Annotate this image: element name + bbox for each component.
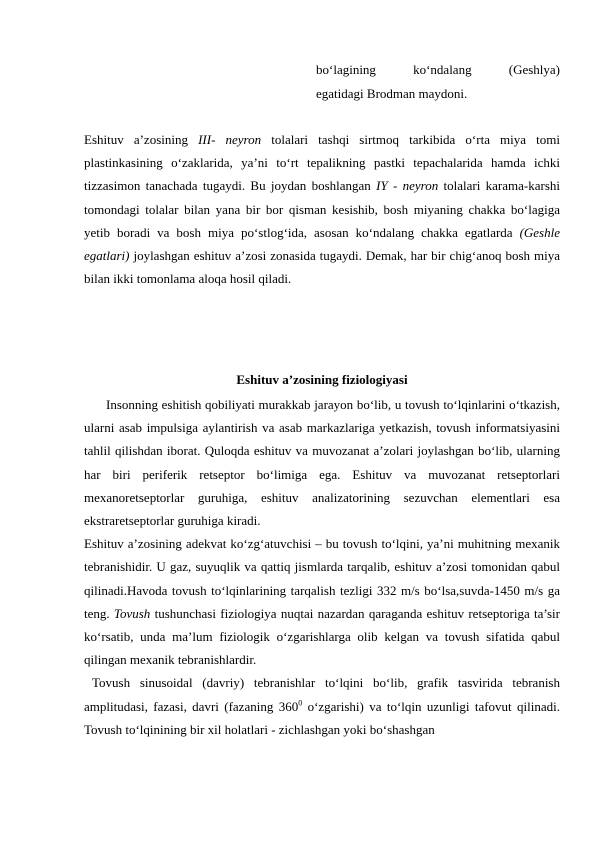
caption-word: ko‘ndalang — [413, 62, 472, 77]
paragraph-sound-wave — [84, 671, 560, 741]
text-run: joylashgan eshituv a’zosi zonasida tugaydi. Demak, har bir chig‘anoq bosh miya bilan ikki tomonlama aloqa hosil qiladi. — [84, 248, 560, 287]
caption-line-1 — [316, 58, 560, 82]
caption-word: bo‘lagining — [316, 62, 376, 77]
caption-word: (Geshlya) — [508, 62, 560, 77]
paragraph-adequate-stimulus — [84, 532, 560, 671]
text-run: o‘zgarishi) va to‘lqin uzunligi tafovut qilinadi. Tovush to‘lqinining bir xil holatlari - zichlashgan yoki bo‘shashgan — [84, 698, 560, 737]
text-run: tushunchasi fiziologiya nuqtai nazardan qaraganda eshituv retseptoriga ta’sir ko‘rsatib, unda ma’lum fiziologik o‘zgarishlarga olib kelgan va tovush sifatida qabul qilingan mexanik tebranishlardir. — [84, 605, 560, 668]
text-run: Eshituv a’zosining adekvat ko‘zg‘atuvchisi – bu tovush to‘lqini, ya’ni muhitning mexanik tebranishidir. U gaz, suyuqlik va qattiq jismlarda tarqalib, eshituv a’zosi tomonidan qabul qilinadi.Havoda tovush to‘lqinlarining tarqalish tezligi 332 m/s bo‘lsa,suvda-1450 m/s ga teng. — [84, 536, 560, 621]
paragraph-neuron-pathway — [84, 128, 560, 290]
text-run: tolalari tashqi sirtmoq tarkibida o‘rta miya tomi plastinkasining o‘zaklarida, ya’ni to‘rt tepalikning pastki tepachalarida hamda ichki tizzasimon tanachada tugaydi. Bu joydan boshlangan — [84, 132, 560, 194]
section-body — [84, 393, 560, 741]
caption-line-2: egatidagi Brodman maydoni. — [316, 86, 468, 101]
text-run: tolalari karama-karshi tomondagi tolalar bilan yana bir bor qisman kesishib, bosh miyaning chakka bo‘lagiga yetib boradi va bosh miya po‘stlog‘ida, asosan ko‘ndalang chakka egatlarda — [84, 178, 560, 240]
text-run: Tovush sinusoidal (davriy) tebranishlar to‘lqini bo‘lib, grafik tasvirida tebranish amplitudasi, fazasi, davri (fazaning 360 — [84, 675, 560, 714]
text-run: Eshituv a’zosining — [84, 132, 199, 147]
italic-term: Tovush — [113, 605, 151, 621]
superscript: 0 — [298, 698, 303, 708]
paragraph-hearing-ability: Insonning eshitish qobiliyati murakkab jarayon bo‘lib, u tovush to‘lqinlarini o‘tkazish, ularni asab impulsiga aylantirish va asab markazlariga yetkazish, tovush informatsiyasini tahlil qilishdan iborat. Quloqda eshituv va muvozanat a’zolari joylashgan bo‘lib, ularning har biri periferik retseptor bo‘limiga ega. Eshituv va muvozanat retseptorlari mexanoretseptorlar guruhiga, eshituv analizatorining sezuvchan elementlari esa ekstraretseptorlar guruhiga kiradi. — [84, 397, 560, 529]
section-heading: Eshituv a’zosining fiziologiyasi — [236, 372, 408, 387]
figure-caption — [316, 58, 560, 106]
italic-term: (Geshle egatlari) — [84, 224, 560, 264]
italic-term: III- neyron — [198, 132, 262, 147]
italic-term: IY - neyron — [376, 178, 439, 194]
